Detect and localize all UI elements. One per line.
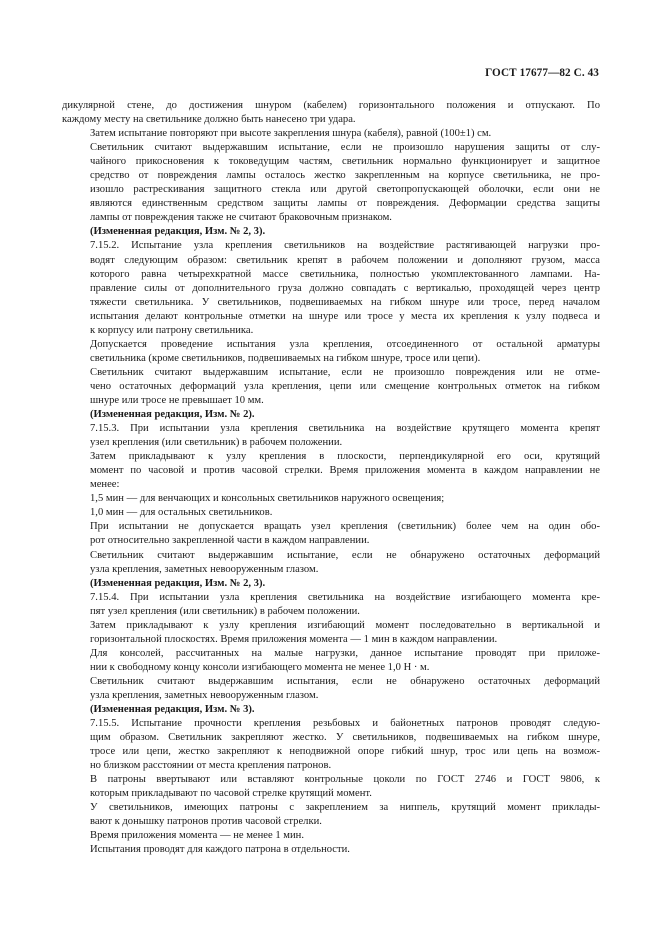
paragraph (62, 843, 600, 857)
text-line: Светильник считают выдержавшим испытание, если не обнаружено остаточных деформаций (90, 549, 600, 561)
text-line: являются единственным средством защиты лампы от повреждения. Деформации средства защиты (90, 198, 600, 210)
paragraph (62, 675, 600, 703)
text-line: (Измененная редакция, Изм. № 2, 3). (90, 226, 266, 238)
paragraph (62, 619, 600, 647)
paragraph (62, 801, 600, 829)
text-line: испытания делают контрольные отметки на шнуре или тросе у места их крепления к узлу подвеса и (90, 310, 600, 322)
paragraph (62, 239, 600, 337)
paragraph (62, 829, 600, 843)
text-line: 7.15.3. При испытании узла крепления светильника на воздействие крутящего момента крепят (90, 423, 600, 435)
text-line: лампы от повреждения также не считают браковочным признаком. (90, 212, 392, 224)
paragraph (62, 141, 600, 225)
text-line: каждому месту на светильнике должно быть нанесено три удара. (62, 114, 356, 126)
text-line: менее: (90, 479, 120, 491)
text-line: средство от повреждения лампы осталось жестко закрепленным на корпусе светильника, не про- (90, 170, 600, 182)
text-line: 1,0 мин — для остальных светильников. (90, 507, 273, 519)
text-line: узла крепления, заметных невооруженным глазом. (90, 563, 319, 575)
paragraph (62, 422, 600, 450)
text-line: чайного прикосновения к токоведущим частям, светильник нормально функционирует и защитное (90, 156, 600, 168)
text-line: 1,5 мин — для венчающих и консольных светильников наружного освещения; (90, 493, 445, 505)
paragraph (62, 366, 600, 408)
text-line: тросе или цепи, жестко закрепляют к неподвижной опоре гибкий шнур, трос или цепь на возмож- (90, 746, 600, 758)
amendment-note (62, 703, 600, 717)
text-line: Светильник считают выдержавшим испытание, если не произошло повреждения или не отме- (90, 366, 600, 378)
text-line: 7.15.4. При испытании узла крепления светильника на воздействие изгибающего момента кре- (90, 591, 600, 603)
text-line: к корпусу или патрону светильника. (90, 324, 254, 336)
paragraph (62, 520, 600, 548)
text-line: Затем прикладывают к узлу крепления изгибающий момент последовательно в вертикальной и (90, 619, 600, 631)
text-line: Допускается проведение испытания узла крепления, отсоединенного от остальной арматуры (90, 338, 600, 350)
paragraph (62, 506, 600, 520)
text-line: которым прикладывают по часовой стрелке крутящий момент. (90, 788, 372, 800)
page-header: ГОСТ 17677—82 С. 43 (485, 67, 599, 79)
text-line: щим образом. Светильник закрепляют жестко. У светильников, подвешиваемых на гибком шнуре, (90, 732, 600, 744)
text-line: горизонтальной плоскостях. Время приложения момента — 1 мин в каждом направлении. (90, 633, 498, 645)
text-line: которого равна четырехкратной массе светильника, полностью укомплектованного лампами. На- (90, 268, 600, 280)
text-line: дикулярной стене, до достижения шнуром (кабелем) горизонтального положения и отпускают. По (62, 100, 600, 111)
text-line: рот относительно закрепленной части в каждом направлении. (90, 535, 370, 547)
text-line: светильника (кроме светильников, подвешиваемых на гибком шнуре, тросе или цепи). (90, 352, 481, 364)
text-line: Светильник считают выдержавшим испытания, если не обнаружено остаточных деформаций (90, 675, 600, 687)
text-line: (Измененная редакция, Изм. № 3). (90, 704, 255, 716)
text-line: У светильников, имеющих патроны с закреплением за ниппель, крутящий момент приклады- (90, 802, 600, 814)
text-line: водят следующим образом: светильник крепят в рабочем положении и дополняют грузом, масса (90, 254, 600, 266)
paragraph (62, 773, 600, 801)
text-line: (Измененная редакция, Изм. № 2). (90, 409, 255, 421)
document-body (62, 99, 600, 858)
text-line: чено остаточных деформаций узла крепления, цепи или смещение контрольных отметок на гибком (90, 380, 600, 392)
text-line: вают к донышку патронов против часовой стрелки. (90, 816, 322, 828)
text-line: момент по часовой и против часовой стрелки. Время приложения момента в каждом направлении не (90, 465, 600, 477)
paragraph (62, 99, 600, 127)
text-line: пят узел крепления (или светильник) в рабочем положении. (90, 605, 360, 617)
paragraph (62, 647, 600, 675)
text-line: Затем испытание повторяют при высоте закрепления шнура (кабеля), равной (100±1) см. (90, 128, 492, 140)
text-line: (Измененная редакция, Изм. № 2, 3). (90, 577, 266, 589)
text-line: Светильник считают выдержавшим испытание, если не произошло нарушения защиты от слу- (90, 142, 600, 154)
text-line: 7.15.2. Испытание узла крепления светильников на воздействие растягивающей нагрузки про- (90, 240, 600, 252)
paragraph (62, 492, 600, 506)
amendment-note (62, 577, 600, 591)
text-line: В патроны ввертывают или вставляют контрольные цоколи по ГОСТ 2746 и ГОСТ 9806, к (90, 774, 600, 786)
paragraph (62, 127, 600, 141)
text-line: Время приложения момента — не менее 1 мин. (90, 830, 304, 842)
text-line: шнуре или тросе не превышает 10 мм. (90, 394, 264, 406)
paragraph (62, 549, 600, 577)
text-line: правление силы от дополнительного груза должно совпадать с вертикалью, проходящей через центр (90, 282, 600, 294)
text-line: но близком расстоянии от места крепления патронов. (90, 760, 332, 772)
text-line: 7.15.5. Испытание прочности крепления резьбовых и байонетных патронов проводят следую- (90, 718, 600, 730)
amendment-note (62, 408, 600, 422)
paragraph (62, 717, 600, 773)
paragraph (62, 338, 600, 366)
amendment-note (62, 225, 600, 239)
text-line: Затем прикладывают к узлу крепления в плоскости, перпендикулярной его оси, крутящий (90, 451, 600, 463)
text-line: узел крепления (или светильник) в рабочем положении. (90, 437, 343, 449)
paragraph (62, 591, 600, 619)
text-line: изошло растрескивания защитного стекла или другой светопропускающей оболочки, если они не (90, 184, 600, 196)
text-line: нии к свободному концу консоли изгибающего момента не менее 1,0 Н · м. (90, 661, 430, 673)
paragraph (62, 450, 600, 492)
text-line: Испытания проводят для каждого патрона в отдельности. (90, 844, 350, 856)
text-line: тяжести светильника. У светильников, подвешиваемых на гибком шнуре или тросе, перед началом (90, 296, 600, 308)
text-line: При испытании не допускается вращать узел крепления (светильник) более чем на один обо- (90, 521, 600, 533)
text-line: Для консолей, рассчитанных на малые нагрузки, данное испытание проводят при приложе- (90, 647, 600, 659)
text-line: узла крепления, заметных невооруженным глазом. (90, 689, 319, 701)
